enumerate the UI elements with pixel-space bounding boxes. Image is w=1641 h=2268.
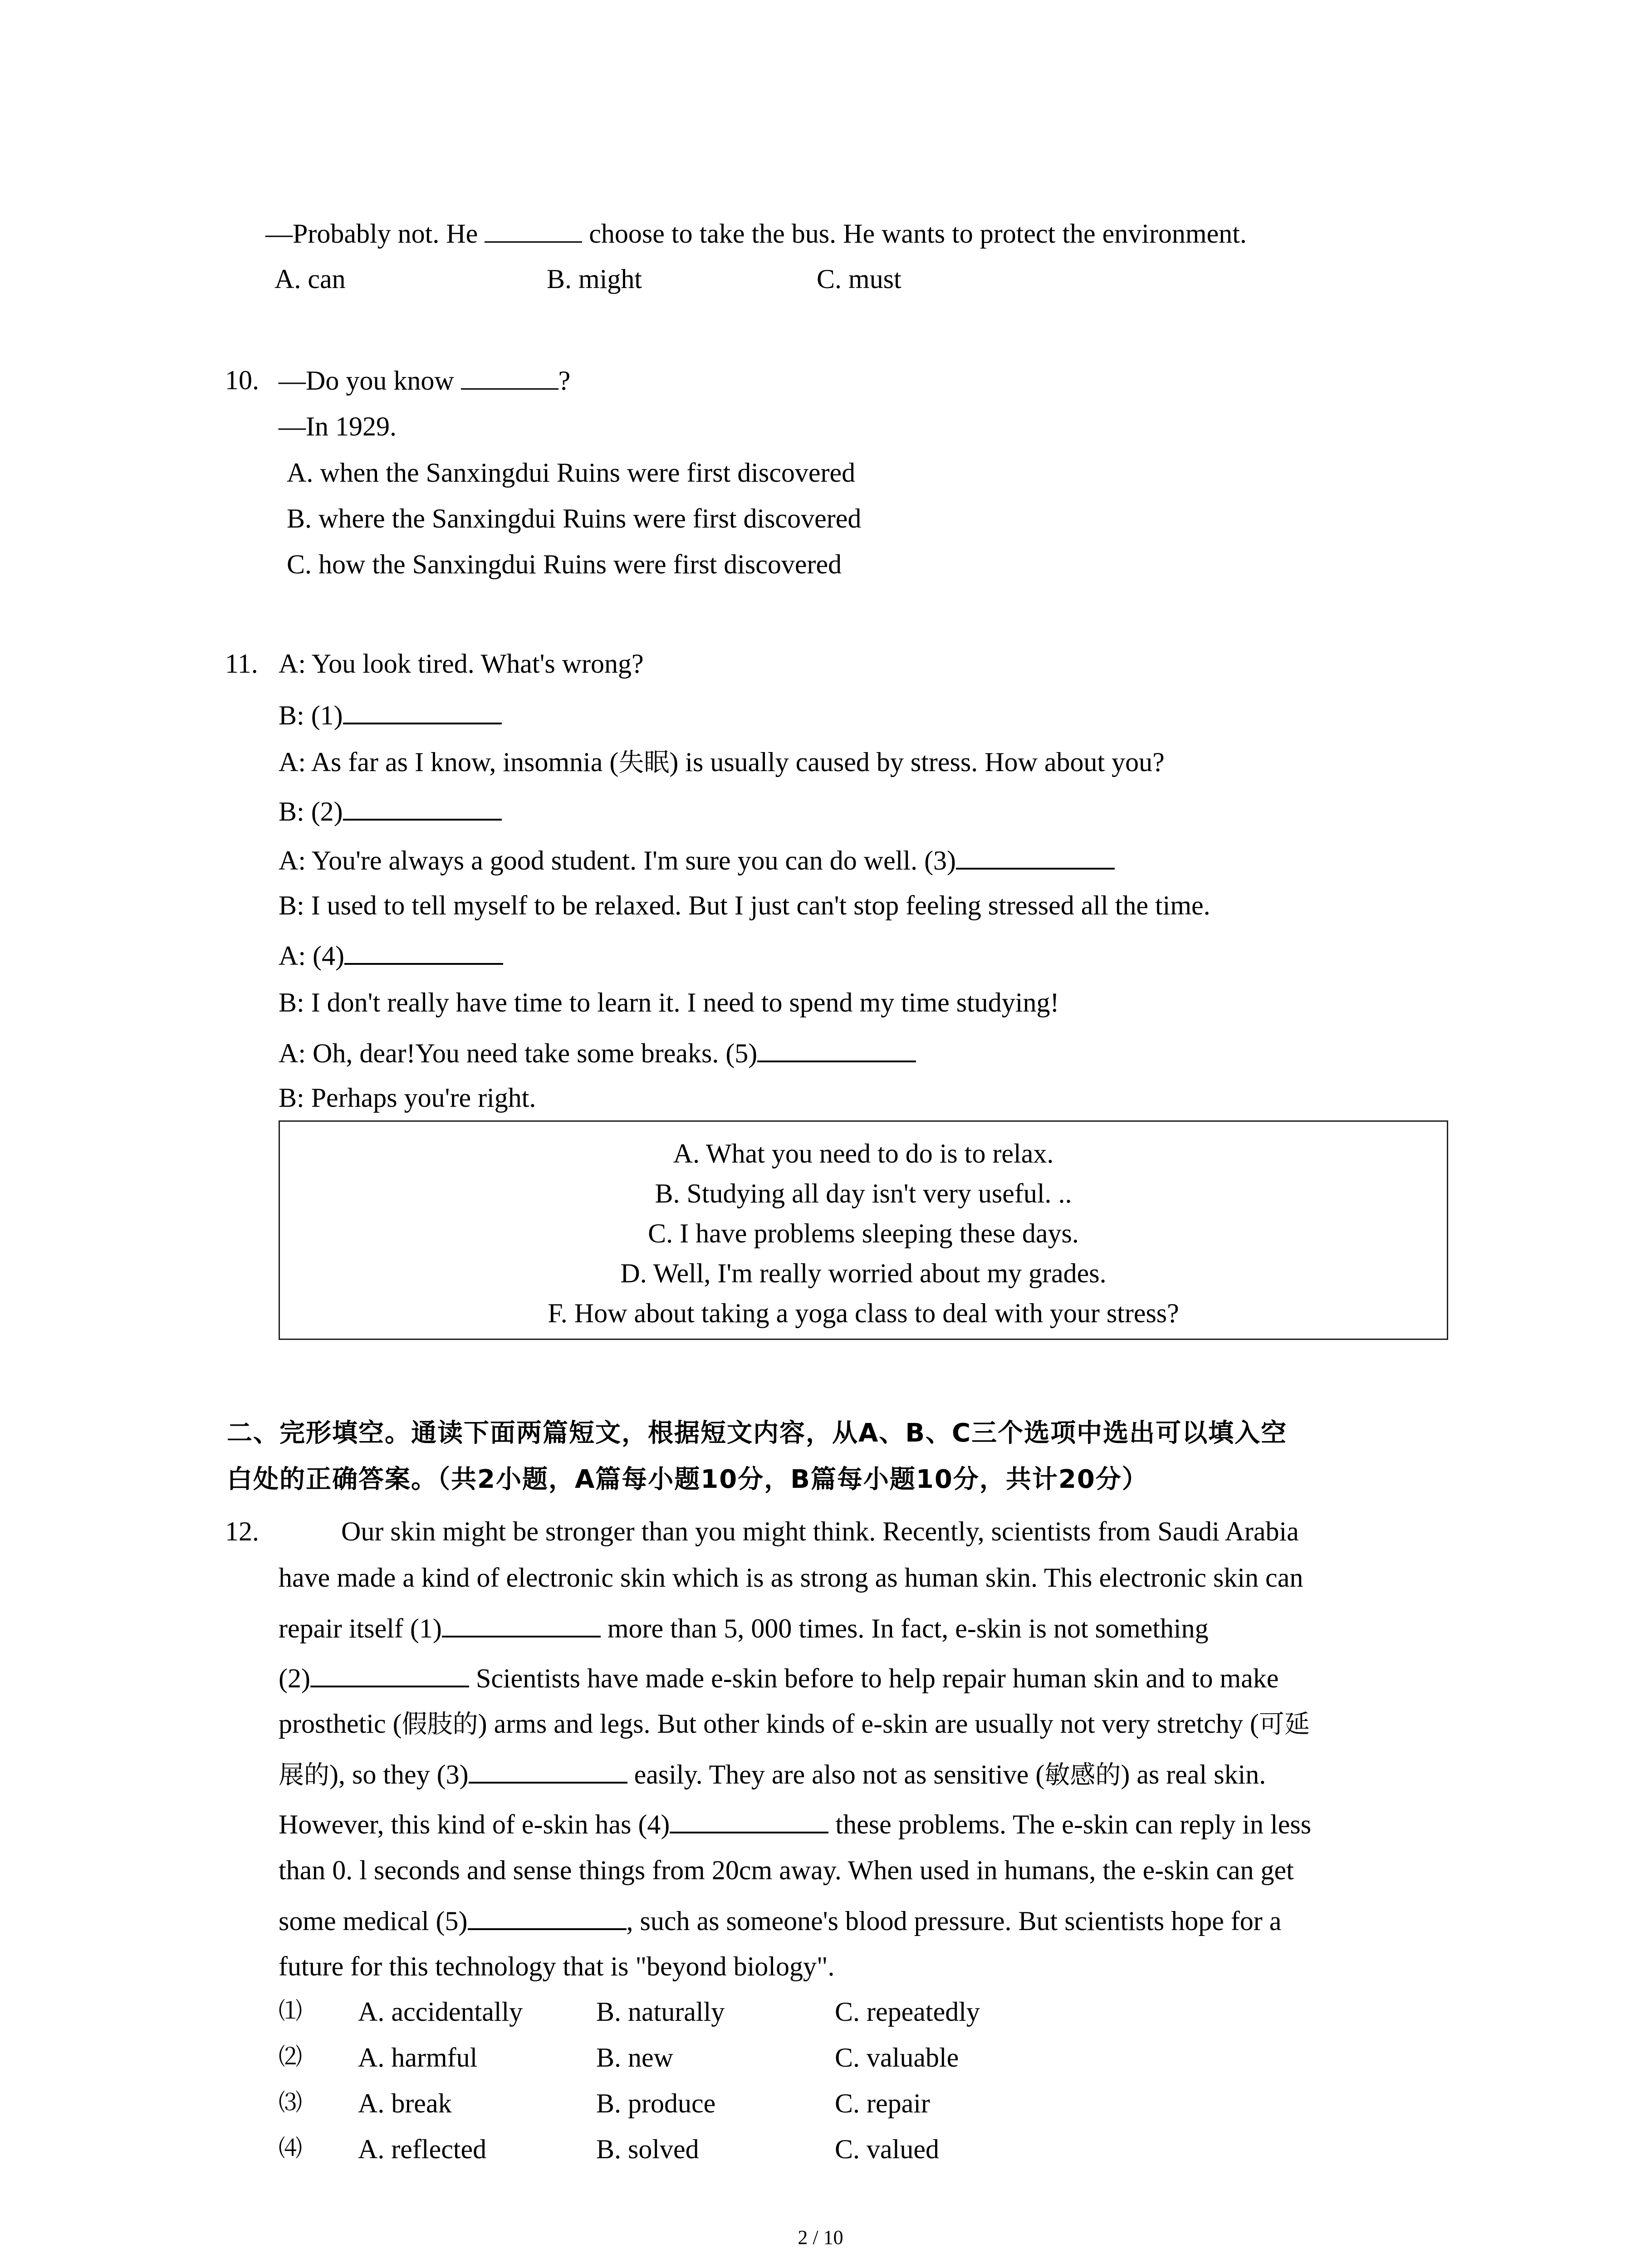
- q12-option-number: ⑶: [279, 2090, 303, 2116]
- q12-chinese-gloss: 敏感的: [1044, 1760, 1121, 1790]
- q12-blank-1[interactable]: [442, 1614, 601, 1637]
- q12-blank-5[interactable]: [468, 1906, 627, 1930]
- q12-para-line-4: [279, 1664, 1279, 1692]
- q11-box-option: F. How about taking a yoga class to deal with your stress?: [548, 1298, 1179, 1328]
- q12-text: ) as real skin.: [1121, 1760, 1266, 1789]
- q12-text: ), so they (3): [329, 1760, 469, 1789]
- q11-text: ) is usually caused by stress. How about you?: [669, 747, 1165, 777]
- q11-line-8: B: I don't really have time to learn it. I need to spend my time studying!: [279, 987, 1059, 1017]
- q12-option-b: B. naturally: [596, 1997, 725, 2027]
- q12-option-a: A. reflected: [358, 2134, 487, 2164]
- q12-option-c: C. valued: [835, 2134, 939, 2164]
- q12-option-number: ⑵: [279, 2044, 303, 2070]
- q12-text: , such as someone's blood pressure. But scientists hope for a: [626, 1906, 1282, 1936]
- q11-text: A: As far as I know, insomnia (: [279, 747, 619, 777]
- q12-para-line-8: than 0. l seconds and sense things from 20cm away. When used in humans, the e-skin can get: [279, 1855, 1294, 1885]
- q11-line-3: [279, 748, 1165, 777]
- q11-line-10: B: Perhaps you're right.: [279, 1083, 536, 1113]
- q12-option-a: A. harmful: [358, 2043, 478, 2072]
- q12-text: these problems. The e-skin can reply in less: [828, 1809, 1312, 1839]
- q11-line-1: A: You look tired. What's wrong?: [279, 649, 644, 679]
- q12-para-line-7: [279, 1810, 1311, 1838]
- q11-line-5: [279, 846, 1115, 874]
- q10-line-1: [279, 367, 570, 394]
- q11-line-9: [279, 1039, 916, 1067]
- q12-option-b: B. produce: [596, 2088, 716, 2118]
- q11-line-4: [279, 797, 502, 825]
- q11-blank-2[interactable]: [343, 797, 502, 821]
- q10-option-a: A. when the Sanxingdui Ruins were first discovered: [287, 458, 856, 488]
- q10-number: 10.: [225, 365, 259, 395]
- q11-blank-5[interactable]: [757, 1039, 916, 1062]
- q12-option-c: C. repair: [835, 2088, 930, 2118]
- q12-option-c: C. repeatedly: [835, 1997, 980, 2027]
- q12-blank-4[interactable]: [670, 1810, 828, 1833]
- q12-para-line-10: future for this technology that is "beyond biology".: [279, 1951, 835, 1981]
- q11-blank-3[interactable]: [956, 846, 1115, 870]
- q9-text-b: choose to take the bus. He wants to protect the environment.: [589, 219, 1247, 249]
- q12-text: some medical (5): [279, 1906, 468, 1936]
- q11-blank-4[interactable]: [344, 941, 503, 965]
- q11-blank-1[interactable]: [343, 701, 502, 724]
- q10-text-b: ?: [558, 366, 571, 396]
- q11-options-box: [279, 1120, 1448, 1340]
- q12-text: easily. They are also not as sensitive (: [627, 1760, 1045, 1789]
- q11-text: A: You're always a good student. I'm sure you can do well. (3): [279, 846, 956, 875]
- q12-text: ) arms and legs. But other kinds of e-skin are usually not very stretchy (: [478, 1709, 1259, 1739]
- q12-para-line-6: [279, 1760, 1266, 1789]
- q12-option-b: B. new: [596, 2043, 673, 2072]
- q9-option-b: B. might: [547, 264, 642, 294]
- q12-option-a: A. accidentally: [358, 1997, 523, 2027]
- q10-option-b: B. where the Sanxingdui Ruins were first discovered: [287, 503, 862, 533]
- page-number: 2 / 10: [798, 2226, 843, 2248]
- q12-option-a: A. break: [358, 2088, 452, 2118]
- q12-option-c: C. valuable: [835, 2043, 959, 2072]
- q12-text: repair itself (1): [279, 1613, 442, 1643]
- q12-option-number: ⑷: [279, 2136, 303, 2162]
- q12-para-line-9: [279, 1906, 1281, 1935]
- q11-text: B: (2): [279, 797, 343, 826]
- q11-line-6: B: I used to tell myself to be relaxed. But I just can't stop feeling stressed all the time.: [279, 890, 1210, 920]
- q12-number: 12.: [225, 1516, 259, 1546]
- q11-text: B: (1): [279, 700, 343, 730]
- q11-chinese-gloss: 失眠: [618, 748, 670, 777]
- q12-chinese-gloss: 展的: [279, 1760, 329, 1790]
- q9-blank[interactable]: [485, 220, 582, 243]
- q11-box-option: A. What you need to do is to relax.: [673, 1139, 1054, 1168]
- q12-text: more than 5, 000 times. In fact, e-skin is not something: [600, 1613, 1209, 1643]
- q9-option-c: C. must: [817, 264, 901, 294]
- q12-para-line-1: Our skin might be stronger than you might think. Recently, scientists from Saudi Arabia: [341, 1516, 1299, 1546]
- q11-text: A: (4): [279, 941, 344, 971]
- q12-para-line-5: [279, 1710, 1310, 1738]
- q10-option-c: C. how the Sanxingdui Ruins were first discovered: [287, 549, 842, 579]
- q11-number: 11.: [225, 649, 258, 679]
- q9-text-a: —Probably not. He: [265, 219, 478, 249]
- q11-box-option: B. Studying all day isn't very useful. ..: [655, 1178, 1072, 1208]
- q11-box-option: C. I have problems sleeping these days.: [648, 1218, 1079, 1248]
- q12-para-line-3: [279, 1614, 1209, 1642]
- q11-box-option: D. Well, I'm really worried about my grades.: [620, 1258, 1107, 1288]
- q9-line-1: [265, 220, 1247, 247]
- q10-blank[interactable]: [461, 367, 558, 390]
- q12-blank-2[interactable]: [310, 1664, 469, 1687]
- q11-line-2: [279, 701, 502, 729]
- q12-option-b: B. solved: [596, 2134, 699, 2164]
- q12-text: prosthetic (: [279, 1709, 402, 1739]
- q12-text: Scientists have made e-skin before to help repair human skin and to make: [469, 1663, 1279, 1693]
- q9-option-a: A. can: [274, 264, 346, 294]
- q12-chinese-gloss: 可延: [1259, 1710, 1310, 1739]
- q12-text: (2): [279, 1663, 310, 1693]
- q11-text: A: Oh, dear!You need take some breaks. (5): [279, 1038, 758, 1068]
- q12-para-line-2: have made a kind of electronic skin which is as strong as human skin. This electronic skin can: [279, 1563, 1303, 1593]
- q12-chinese-gloss: 假肢的: [402, 1710, 478, 1739]
- q10-text-a: —Do you know: [279, 366, 454, 396]
- q12-blank-3[interactable]: [469, 1760, 627, 1784]
- section-2-heading-line-2: 白处的正确答案。（共2小题，A篇每小题10分，B篇每小题10分，共计20分）: [227, 1465, 1148, 1494]
- q12-option-number: ⑴: [279, 1999, 303, 2024]
- q12-text: However, this kind of e-skin has (4): [279, 1809, 670, 1839]
- q10-answer: —In 1929.: [279, 411, 397, 441]
- q11-line-7: [279, 941, 503, 969]
- section-2-heading-line-1: 二、完形填空。通读下面两篇短文，根据短文内容，从A、B、C三个选项中选出可以填入空: [227, 1418, 1288, 1448]
